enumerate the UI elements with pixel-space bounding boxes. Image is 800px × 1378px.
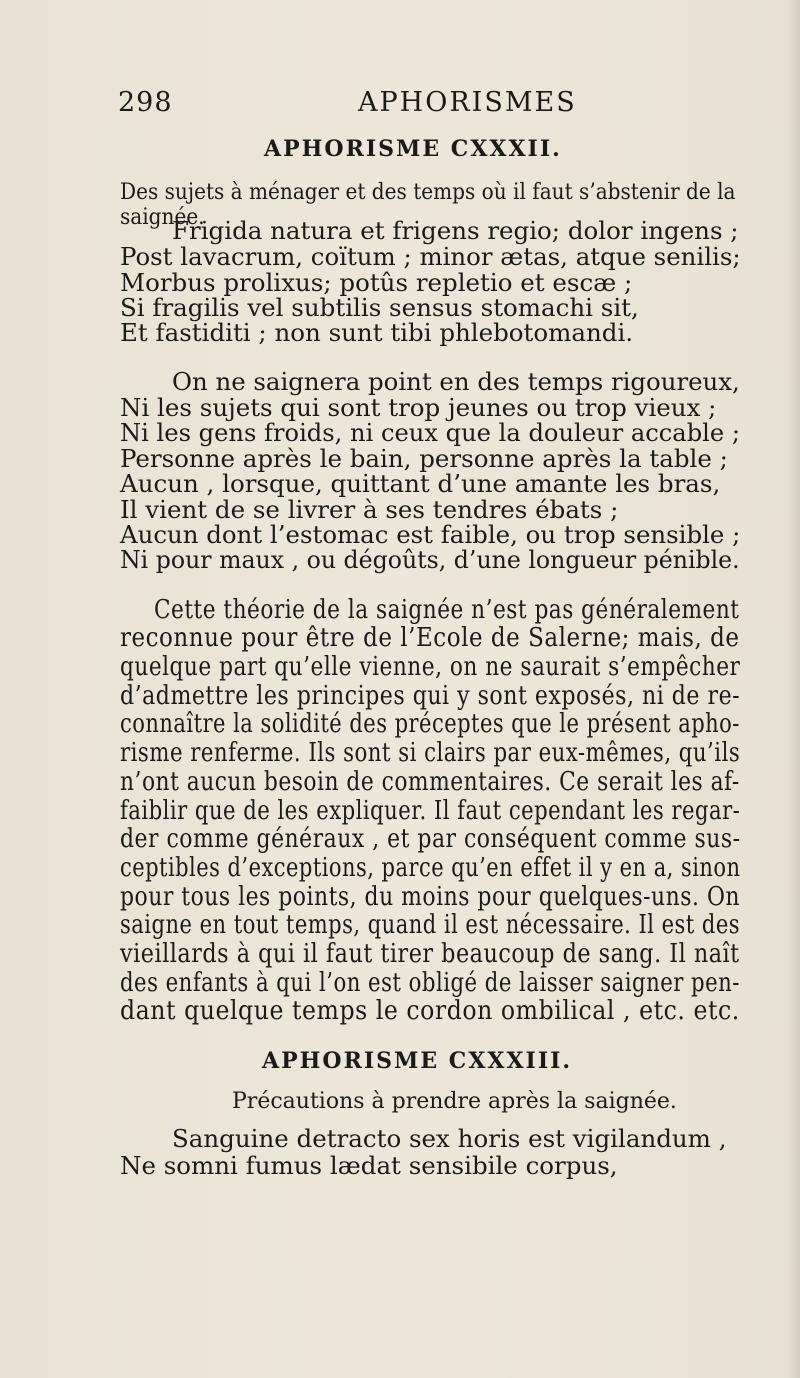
- french-verse-line: Aucun , lorsque, quittant d’une amante les bras,: [120, 469, 721, 498]
- page-edge-shadow: [786, 0, 800, 1378]
- commentary-line: ceptibles d’exceptions, parce qu’en effet il y en a, sinon: [120, 852, 741, 883]
- aphorism-132-title: APHORISME CXXXII.: [264, 136, 562, 162]
- french-verse-line: Il vient de se livrer à ses tendres ébats ;: [120, 495, 619, 524]
- latin-verse-line: Et fastiditi ; non sunt tibi phlebotomandi.: [120, 318, 634, 347]
- commentary-line: der comme généraux , et par conséquent comme sus-: [120, 823, 741, 854]
- commentary-line: reconnue pour être de l’Ecole de Salerne; mais, de: [120, 622, 740, 653]
- latin-verse-line: Morbus prolixus; potûs repletio et escæ ;: [120, 268, 633, 297]
- latin-verse-line: Frigida natura et frigens regio; dolor ingens ;: [172, 216, 739, 245]
- page-number: 298: [118, 87, 173, 118]
- aphorism-132-subtitle: Des sujets à ménager et des temps où il faut s’abstenir de la saignée.: [120, 180, 736, 230]
- latin-verse-line: Ne somni fumus lædat sensibile corpus,: [120, 1151, 618, 1180]
- french-verse-line: Ni les gens froids, ni ceux que la douleur accable ;: [120, 418, 741, 447]
- latin-verse-line: Sanguine detracto sex horis est vigilandum ,: [172, 1124, 727, 1153]
- commentary-line: pour tous les points, du moins pour quelques-uns. On: [120, 881, 741, 912]
- commentary-line: Cette théorie de la saignée n’est pas généralement: [154, 594, 740, 625]
- running-title: APHORISMES: [358, 87, 577, 118]
- commentary-line: faiblir que de les expliquer. Il faut cependant les regar-: [120, 795, 741, 826]
- french-verse-line: Personne après le bain, personne après la table ;: [120, 444, 728, 473]
- french-verse-line: On ne saignera point en des temps rigoureux,: [172, 367, 740, 396]
- commentary-line: connaître la solidité des préceptes que le présent apho-: [120, 708, 740, 739]
- commentary-line: vieillards à qui il faut tirer beaucoup de sang. Il naît: [120, 938, 740, 969]
- latin-verse-line: Si fragilis vel subtilis sensus stomachi sit,: [120, 293, 639, 322]
- french-verse-line: Ni pour maux , ou dégoûts, d’une longueur pénible.: [120, 545, 740, 574]
- latin-verse-line: Post lavacrum, coïtum ; minor ætas, atque senilis;: [120, 242, 741, 271]
- commentary-line: saigne en tout temps, quand il est nécessaire. Il est des: [120, 909, 741, 940]
- french-verse-line: Ni les sujets qui sont trop jeunes ou trop vieux ;: [120, 393, 717, 422]
- commentary-line: risme renferme. Ils sont si clairs par eux-mêmes, qu’ils: [120, 737, 741, 768]
- french-verse-line: Aucun dont l’estomac est faible, ou trop sensible ;: [120, 520, 741, 549]
- commentary-line: des enfants à qui l’on est obligé de laisser saigner pen-: [120, 967, 740, 998]
- commentary-line: d’admettre les principes qui y sont exposés, ni de re-: [120, 680, 741, 711]
- commentary-line: quelque part qu’elle vienne, on ne saurait s’empêcher: [120, 651, 741, 682]
- commentary-line: dant quelque temps le cordon ombilical , etc. etc.: [120, 995, 740, 1026]
- commentary-line: n’ont aucun besoin de commentaires. Ce serait les af-: [120, 766, 740, 797]
- aphorism-133-title: APHORISME CXXXIII.: [262, 1048, 573, 1074]
- page-header: [118, 87, 718, 127]
- aphorism-133-subtitle: Précautions à prendre après la saignée.: [232, 1089, 677, 1114]
